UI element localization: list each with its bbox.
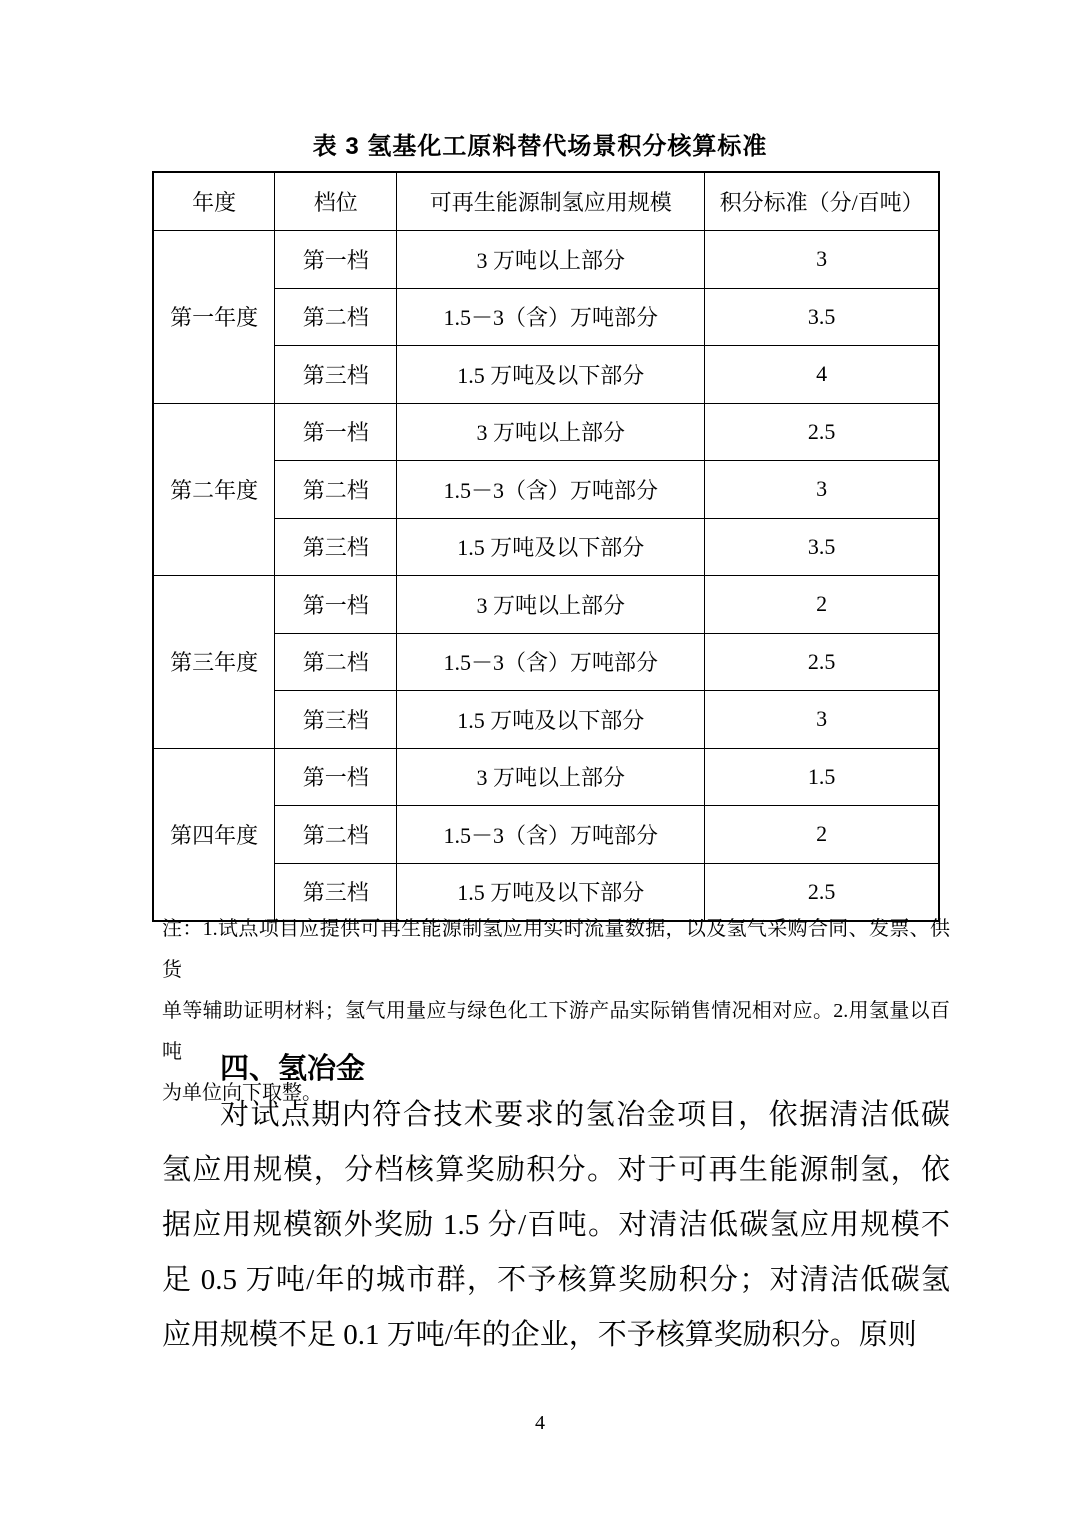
paragraph-line: 对试点期内符合技术要求的氢冶金项目，依据清洁低碳 [220, 1099, 950, 1131]
tier-cell: 第三档 [275, 863, 397, 921]
scale-cell: 1.5 万吨及以下部分 [397, 863, 705, 921]
score-standard-table [152, 171, 940, 922]
table-header-row [153, 172, 939, 231]
score-cell: 3 [705, 691, 939, 749]
scale-cell: 3 万吨以上部分 [397, 231, 705, 289]
tier-cell: 第三档 [275, 691, 397, 749]
table-row [153, 576, 939, 634]
tier-cell: 第三档 [275, 518, 397, 576]
year-cell: 第一年度 [153, 231, 275, 404]
score-cell: 2.5 [705, 863, 939, 921]
scale-cell: 1.5 万吨及以下部分 [397, 346, 705, 404]
body-paragraph [162, 1088, 950, 1363]
table-row [153, 748, 939, 806]
page-number: 4 [535, 1412, 545, 1434]
col-header-year: 年度 [153, 172, 275, 231]
paragraph-line: 氢应用规模，分档核算奖励积分。对于可再生能源制氢，依 [162, 1154, 950, 1186]
score-cell: 3.5 [705, 518, 939, 576]
paragraph-line: 应用规模不足 0.1 万吨/年的企业，不予核算奖励积分。原则 [162, 1319, 917, 1351]
year-cell: 第三年度 [153, 576, 275, 749]
score-cell: 3.5 [705, 288, 939, 346]
tier-cell: 第二档 [275, 633, 397, 691]
note-line: 注：1.试点项目应提供可再生能源制氢应用实时流量数据，以及氢气采购合同、发票、供货 [162, 918, 950, 981]
table-row [153, 403, 939, 461]
tier-cell: 第二档 [275, 461, 397, 519]
scale-cell: 1.5－3（含）万吨部分 [397, 806, 705, 864]
score-cell: 2 [705, 806, 939, 864]
scale-cell: 1.5－3（含）万吨部分 [397, 633, 705, 691]
score-cell: 2.5 [705, 633, 939, 691]
score-cell: 4 [705, 346, 939, 404]
score-cell: 2 [705, 576, 939, 634]
col-header-scale: 可再生能源制氢应用规模 [397, 172, 705, 231]
table-title: 表 3 氢基化工原料替代场景积分核算标准 [312, 133, 768, 160]
col-header-tier: 档位 [275, 172, 397, 231]
col-header-score: 积分标准（分/百吨） [705, 172, 939, 231]
tier-cell: 第三档 [275, 346, 397, 404]
year-cell: 第二年度 [153, 403, 275, 576]
scale-cell: 3 万吨以上部分 [397, 403, 705, 461]
scale-cell: 1.5－3（含）万吨部分 [397, 461, 705, 519]
tier-cell: 第一档 [275, 231, 397, 289]
paragraph-line: 足 0.5 万吨/年的城市群，不予核算奖励积分；对清洁低碳氢 [162, 1264, 950, 1296]
tier-cell: 第一档 [275, 576, 397, 634]
table-row [153, 231, 939, 289]
score-cell: 1.5 [705, 748, 939, 806]
scale-cell: 1.5－3（含）万吨部分 [397, 288, 705, 346]
scale-cell: 3 万吨以上部分 [397, 576, 705, 634]
score-cell: 2.5 [705, 403, 939, 461]
score-cell: 3 [705, 461, 939, 519]
scale-cell: 1.5 万吨及以下部分 [397, 518, 705, 576]
note-line: 单等辅助证明材料；氢气用量应与绿色化工下游产品实际销售情况相对应。2.用氢量以百吨 [162, 1000, 950, 1063]
tier-cell: 第二档 [275, 806, 397, 864]
scale-cell: 1.5 万吨及以下部分 [397, 691, 705, 749]
section-heading: 四、氢冶金 [220, 1053, 366, 1085]
scale-cell: 3 万吨以上部分 [397, 748, 705, 806]
tier-cell: 第一档 [275, 748, 397, 806]
score-cell: 3 [705, 231, 939, 289]
paragraph-line: 据应用规模额外奖励 1.5 分/百吨。对清洁低碳氢应用规模不 [162, 1209, 950, 1241]
tier-cell: 第二档 [275, 288, 397, 346]
note-line: 为单位向下取整。 [162, 1082, 322, 1104]
year-cell: 第四年度 [153, 748, 275, 921]
tier-cell: 第一档 [275, 403, 397, 461]
